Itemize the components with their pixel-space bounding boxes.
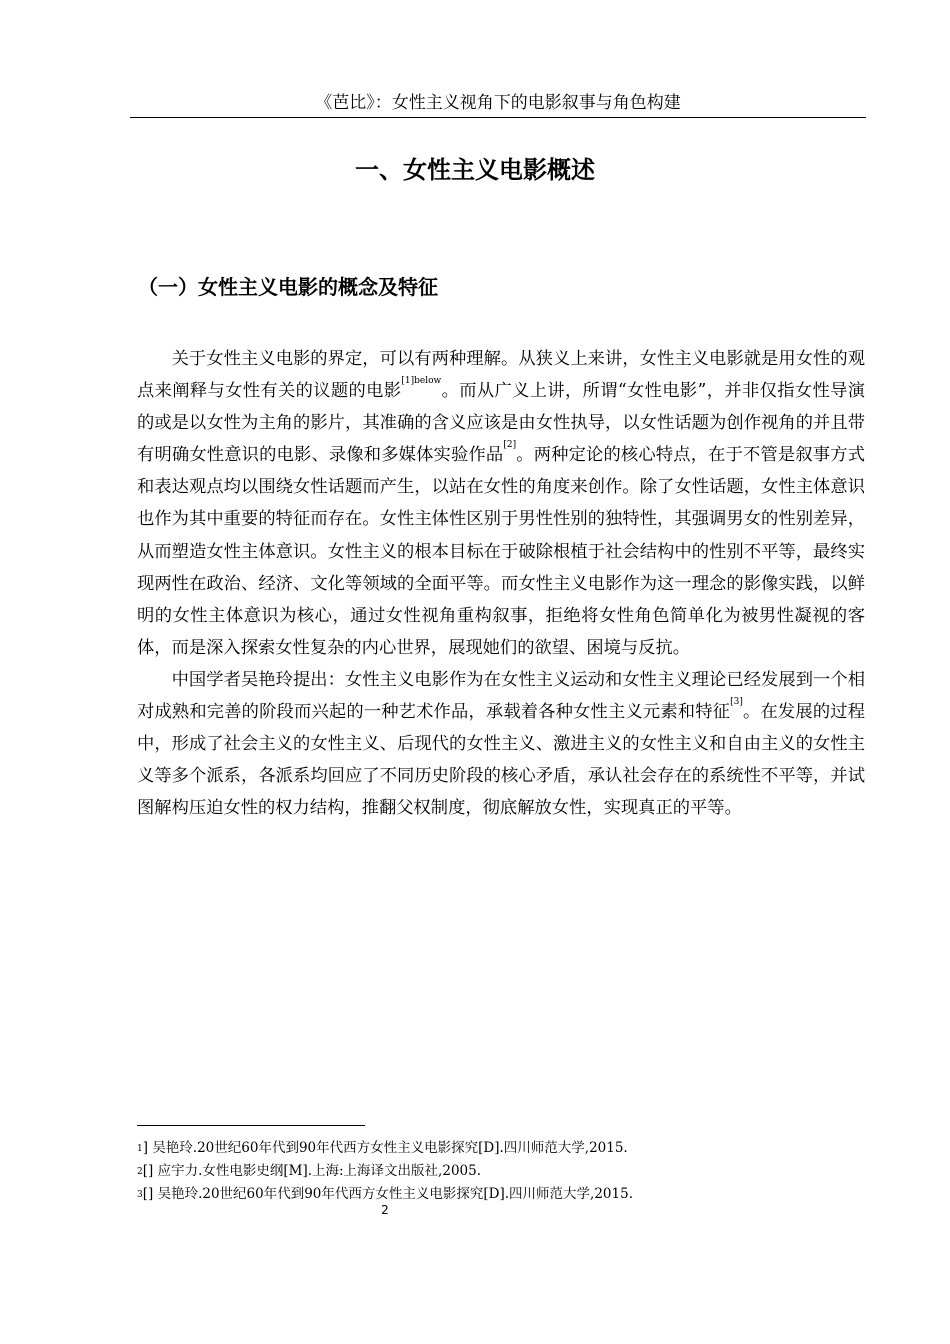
footnote-2-mark: 2 xyxy=(137,1167,143,1177)
citation-2: [2] xyxy=(503,440,517,451)
citation-3: [3] xyxy=(730,697,743,708)
footnote-1 xyxy=(137,1137,865,1160)
footnote-2-text: 应宇力.女性电影史纲[M].上海:上海译文出版社,2005. xyxy=(153,1163,481,1179)
footnote-3 xyxy=(137,1183,865,1206)
footnote-1-text: 吴艳玲.20世纪60年代到90年代西方女性主义电影探究[D].四川师范大学,2015. xyxy=(148,1140,628,1156)
page-number: 2 xyxy=(381,1203,389,1217)
footnote-1-bracket: ] xyxy=(142,1140,149,1156)
footnote-3-mark: 3 xyxy=(137,1190,143,1200)
paragraph-1-part-c: 。两种定论的核心特点，在于不管是叙事方式和表达观点均以围绕女性话题而产生，以站在女性的角度来创作。除了女性话题，女性主体意识也作为其中重要的特征而存在。女性主体性区别于男性性别的独特性，其强调男女的性别差异，从而塑造女性主体意识。女性主义的根本目标在于破除根植于社会结构中的性别不平等，最终实现两性在政治、经济、文化等领域的全面平等。而女性主义电影作为这一理念的影像实践，以鲜明的女性主体意识为核心，通过女性视角重构叙事，拒绝将女性角色简单化为被男性凝视的客体，而是深入探索女性复杂的内心世界，展现她们的欲望、困境与反抗。 xyxy=(137,445,865,658)
footnote-2 xyxy=(137,1160,865,1183)
footnote-3-bracket: [] xyxy=(142,1186,154,1202)
footnote-3-text: 吴艳玲.20世纪60年代到90年代西方女性主义电影探究[D].四川师范大学,2015. xyxy=(153,1186,633,1202)
chapter-title: 一、女性主义电影概述 xyxy=(355,156,595,184)
paragraph-1-part-b: 。而从广义上讲，所谓“女性电影”，并非仅指女性导演的或是以女性为主角的影片，其准确的含义应该是由女性执导，以女性话题为创作视角的并且带有明确女性意识的电影、录像和多媒体实验作品 xyxy=(137,381,865,466)
citation-1: [1]below xyxy=(401,376,442,387)
body-text xyxy=(137,343,865,824)
footnotes xyxy=(137,1137,865,1206)
paragraph-2 xyxy=(137,664,865,824)
running-header: 《芭比》：女性主义视角下的电影叙事与角色构建 xyxy=(130,90,866,118)
footnote-1-mark: 1 xyxy=(137,1144,143,1154)
footnote-divider xyxy=(137,1125,365,1126)
footnote-2-bracket: [] xyxy=(142,1163,154,1179)
paragraph-1-part-a: 关于女性主义电影的界定，可以有两种理解。从狭义上来讲，女性主义电影就是用女性的观点来阐释与女性有关的议题的电影 xyxy=(137,349,865,402)
paragraph-2-part-b: 。在发展的过程中，形成了社会主义的女性主义、后现代的女性主义、激进主义的女性主义和自由主义的女性主义等多个派系，各派系均回应了不同历史阶段的核心矛盾，承认社会存在的系统性不平等，并试图解构压迫女性的权力结构，推翻父权制度，彻底解放女性，实现真正的平等。 xyxy=(137,702,865,819)
paragraph-1 xyxy=(137,343,865,664)
paragraph-2-part-a: 中国学者吴艳玲提出：女性主义电影作为在女性主义运动和女性主义理论已经发展到一个相对成熟和完善的阶段而兴起的一种艺术作品，承载着各种女性主义元素和特征 xyxy=(137,669,865,723)
section-title: （一）女性主义电影的概念及特征 xyxy=(138,275,438,299)
